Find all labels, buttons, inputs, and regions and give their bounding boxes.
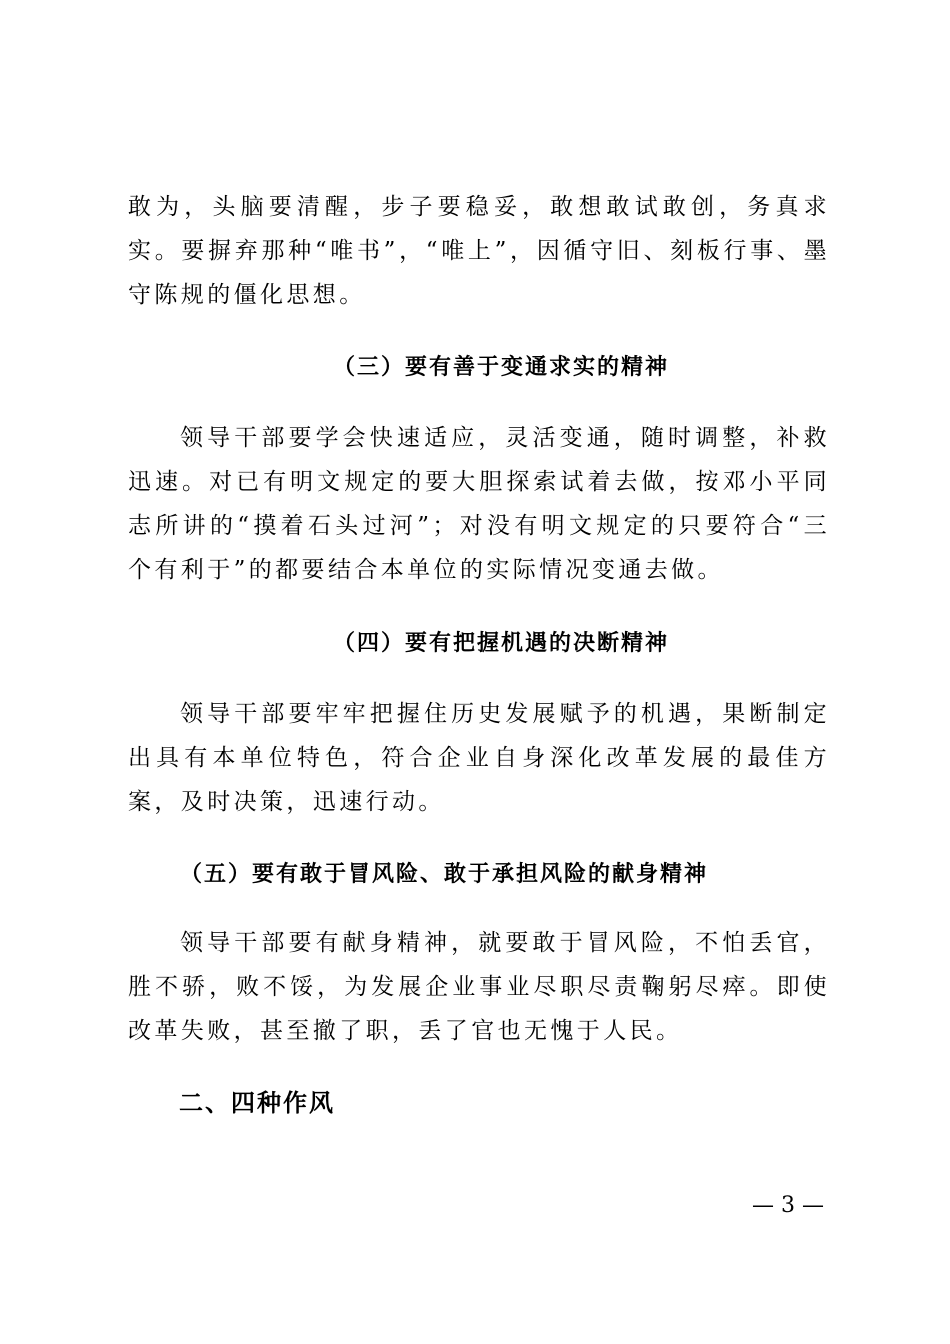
paragraph-opportunity: 领导干部要牢牢把握住历史发展赋予的机遇，果断制定出具有本单位特色，符合企业自身深化改革发展的最佳方案，及时决策，迅速行动。	[128, 701, 830, 815]
paragraph-continuation: 敢为，头脑要清醒，步子要稳妥，敢想敢试敢创，务真求实。要摒弃那种“唯书”，“唯上”，因循守旧、刻板行事、墨守陈规的僵化思想。	[128, 194, 830, 308]
heading-5: （五）要有敢于冒风险、敢于承担风险的献身精神	[180, 861, 709, 887]
heading-4: （四）要有把握机遇的决断精神	[333, 630, 670, 656]
page-number: — 3 —	[752, 1193, 824, 1218]
section-title-two: 二、四种作风	[179, 1089, 335, 1117]
paragraph-dedication: 领导干部要有献身精神，就要敢于冒风险，不怕丢官，胜不骄，败不馁，为发展企业事业尽职尽责鞠躬尽瘁。即使改革失败，甚至撤了职，丢了官也无愧于人民。	[128, 930, 830, 1044]
heading-3: （三）要有善于变通求实的精神	[333, 354, 670, 380]
paragraph-adaptability: 领导干部要学会快速适应，灵活变通，随时调整，补救迅速。对已有明文规定的要大胆探索试着去做，按邓小平同志所讲的“摸着石头过河”；对没有明文规定的只要符合“三个有利于”的都要结合本单位的实际情况变通去做。	[128, 425, 830, 583]
